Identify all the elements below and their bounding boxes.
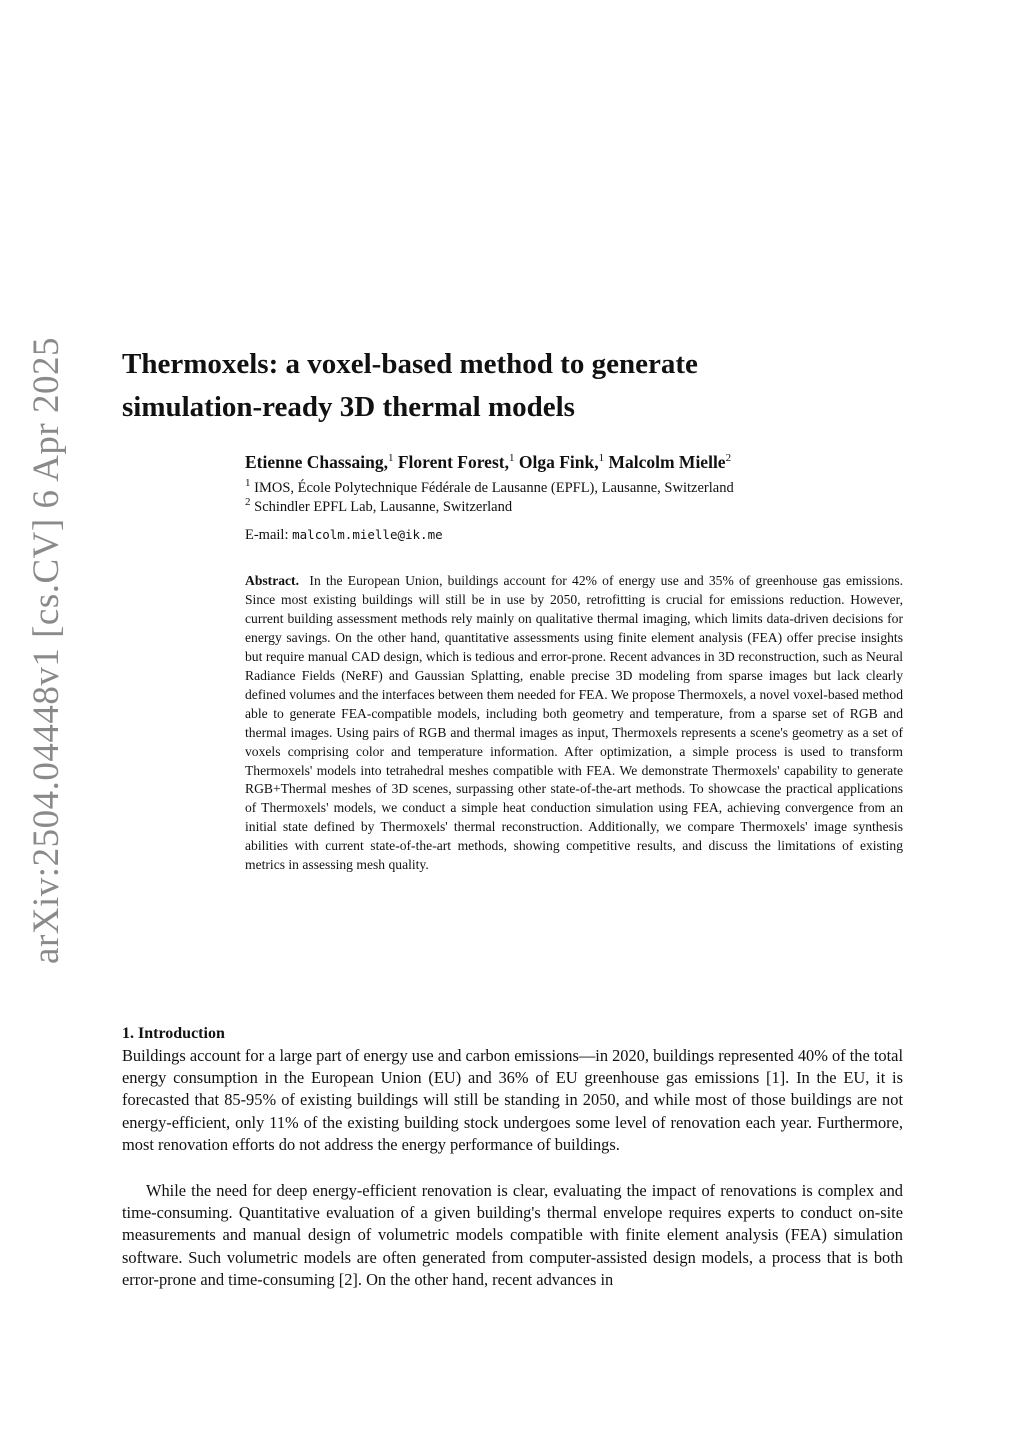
affiliation-1 [245, 477, 925, 497]
paper-title-line-2: simulation-ready 3D thermal models [122, 391, 575, 423]
affiliation-number: 2 [245, 496, 251, 509]
section-heading-introduction: 1. Introduction [122, 1025, 225, 1042]
introduction-paragraph: While the need for deep energy-efficient renovation is clear, evaluating the impact of renovations is complex and time-consuming. Quantitative evaluation of a given building's thermal envelope requires experts to conduct on-site measurements and manual design of volumetric models compatible with finite element analysis (FEA) simulation software. Such volumetric models are often generated from computer-assisted design models, a process that is both error-prone and time-consuming [2]. On the other hand, recent advances in [122, 1181, 903, 1289]
abstract-text: In the European Union, buildings account for 42% of energy use and 35% of greenhouse gas emissions. Since most existing buildings will still be in use by 2050, retrofitting is crucial for emissions reduction. However, current building assessment methods rely mainly on qualitative thermal imaging, which limits data-driven decisions for energy savings. On the other hand, quantitative assessments using finite element analysis (FEA) offer precise insights but require manual CAD design, which is tedious and error-prone. Recent advances in 3D reconstruction, such as Neural Radiance Fields (NeRF) and Gaussian Splatting, enable precise 3D modeling from sparse images but lack clearly defined volumes and the interfaces between them needed for FEA. We propose Thermoxels, a novel voxel-based method able to generate FEA-compatible models, including both geometry and temperature, from a sparse set of RGB and thermal images. Using pairs of RGB and thermal images as input, Thermoxels represents a scene's geometry as a set of voxels comprising color and temperature information. After optimization, a simple process is used to transform Thermoxels' models into tetrahedral meshes compatible with FEA. We demonstrate Thermoxels' capability to generate RGB+Thermal meshes of 3D scenes, surpassing other state-of-the-art methods. To showcase the practical applications of Thermoxels' models, we conduct a simple heat conduction simulation using FEA, achieving convergence from an initial state defined by Thermoxels' thermal reconstruction. Additionally, we compare Thermoxels' image synthesis abilities with current state-of-the-art methods, showing competitive results, and discuss the limitations of existing metrics in assessing mesh quality. [245, 573, 904, 873]
affiliation-text: IMOS, École Polytechnique Fédérale de Lausanne (EPFL), Lausanne, Switzerland [254, 480, 734, 496]
email-label: E-mail: [245, 527, 289, 543]
author-name: Etienne Chassaing, [245, 452, 388, 472]
author-name: Florent Forest, [397, 452, 509, 472]
author-affiliation-marker: 1 [598, 452, 605, 465]
author-name: Malcolm Mielle [608, 452, 726, 472]
arxiv-identifier-text: arXiv:2504.04448v1 [cs.CV] 6 Apr 2025 [25, 336, 67, 964]
paper-title-line-1: Thermoxels: a voxel-based method to generate [122, 348, 698, 380]
contact-email [245, 527, 925, 544]
affiliation-number: 1 [245, 477, 251, 490]
paper-title [122, 343, 922, 429]
affiliation-2 [245, 496, 925, 516]
author-name: Olga Fink, [518, 452, 599, 472]
author-affiliation-marker: 1 [387, 452, 394, 465]
email-address[interactable]: malcolm.mielle@ik.me [292, 527, 443, 542]
introduction-paragraph: Buildings account for a large part of energy use and carbon emissions—in 2020, buildings represented 40% of the total energy consumption in the European Union (EU) and 36% of EU greenhouse gas emissions [1]. In the EU, it is forecasted that 85-95% of existing buildings will still be standing in 2050, and while most of those buildings are not energy-efficient, only 11% of the existing building stock undergoes some level of renovation each year. Furthermore, most renovation efforts do not address the energy performance of buildings. [122, 1046, 903, 1154]
author-affiliation-marker: 2 [725, 452, 732, 465]
arxiv-identifier-stamp [14, 250, 78, 1050]
author-list [245, 452, 925, 473]
abstract [245, 572, 903, 875]
abstract-label: Abstract. [245, 573, 299, 588]
author-affiliation-marker: 1 [508, 452, 515, 465]
affiliation-text: Schindler EPFL Lab, Lausanne, Switzerland [254, 499, 513, 515]
